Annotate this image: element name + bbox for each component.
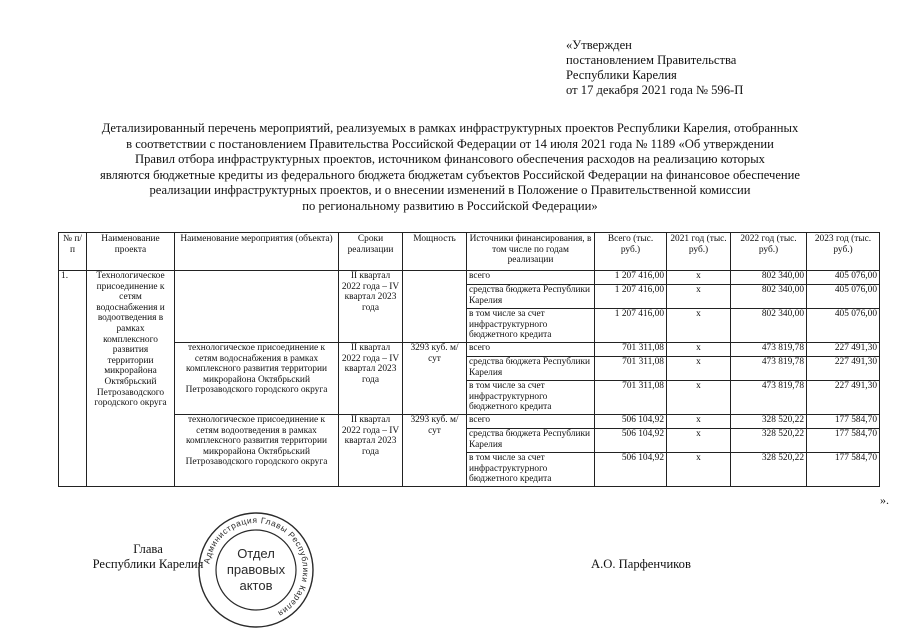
y2023-cell: 177 584,70: [807, 415, 880, 429]
stamp-line-1: Отдел: [237, 546, 275, 561]
stamp-line-3: актов: [239, 578, 273, 593]
y2022-cell: 473 819,78: [731, 357, 807, 381]
y2021-cell: x: [667, 309, 731, 343]
measure-name: технологическое присоединение к сетям водоснабжения в рамках комплексного развития территории микрорайона Октябрьский Петрозаводского городского округа: [175, 343, 339, 415]
table-row: [59, 343, 880, 357]
total-cell: 506 104,92: [595, 429, 667, 453]
title-line: по региональному развитию в Российской Федерации»: [302, 198, 598, 213]
table-row: [59, 271, 880, 285]
title-line: Детализированный перечень мероприятий, реализуемых в рамках инфраструктурных проектов Республики Карелия, отобранных: [101, 121, 799, 135]
approval-line-1: «Утвержден: [566, 38, 632, 52]
y2021-cell: x: [667, 271, 731, 285]
stamp-ring-text: Администрация Главы Республики Карелия: [201, 514, 312, 620]
title-line: реализации инфраструктурных проектов, и о внесении изменений в Положение о Правительственной комиссии: [149, 183, 751, 198]
project-name: Технологическое присоединение к сетям водоснабжения и водоотведения в рамках комплексного развития территории микрорайона Октябрьский Петрозаводского городского округа: [87, 271, 175, 487]
y2022-cell: 328 520,22: [731, 415, 807, 429]
y2022-cell: 802 340,00: [731, 309, 807, 343]
y2022-cell: 328 520,22: [731, 429, 807, 453]
y2021-cell: x: [667, 429, 731, 453]
title-line: в соответствии с постановлением Правительства Российской Федерации от 14 июля 2021 года № 1189 «Об утверждении: [126, 136, 774, 151]
header-num: № п/п: [59, 233, 87, 271]
header-2022: 2022 год (тыс. руб.): [731, 233, 807, 271]
official-stamp: [196, 510, 316, 630]
source-cell: всего: [467, 343, 595, 357]
measure-capacity: 3293 куб. м/сут: [403, 343, 467, 415]
y2023-cell: 177 584,70: [807, 429, 880, 453]
y2022-cell: 473 819,78: [731, 381, 807, 415]
title-line: являются бюджетные кредиты из федерального бюджета бюджетам субъектов Российской Федерации на финансовое обеспечение: [99, 167, 800, 182]
header-project: Наименование проекта: [87, 233, 175, 271]
y2022-cell: 802 340,00: [731, 285, 807, 309]
y2023-cell: 177 584,70: [807, 453, 880, 487]
header-measure: Наименование мероприятия (объекта): [175, 233, 339, 271]
total-cell: 1 207 416,00: [595, 285, 667, 309]
source-cell: всего: [467, 415, 595, 429]
measure-capacity: 3293 куб. м/сут: [403, 415, 467, 487]
approval-line-4: от 17 декабря 2021 года № 596-П: [566, 83, 744, 97]
source-cell: средства бюджета Республики Карелия: [467, 285, 595, 309]
stamp-line-2: правовых: [226, 562, 286, 577]
y2022-cell: 802 340,00: [731, 271, 807, 285]
y2023-cell: 405 076,00: [807, 271, 880, 285]
total-cell: 1 207 416,00: [595, 309, 667, 343]
header-2021: 2021 год (тыс. руб.): [667, 233, 731, 271]
source-cell: в том числе за счет инфраструктурного бюджетного кредита: [467, 381, 595, 415]
y2021-cell: x: [667, 415, 731, 429]
header-sources: Источники финансирования, в том числе по годам реализации: [467, 233, 595, 271]
header-2023: 2023 год (тыс. руб.): [807, 233, 880, 271]
project-num: 1.: [59, 271, 87, 487]
y2021-cell: x: [667, 357, 731, 381]
y2021-cell: x: [667, 381, 731, 415]
y2023-cell: 227 491,30: [807, 343, 880, 357]
table-row: [59, 415, 880, 429]
source-cell: всего: [467, 271, 595, 285]
total-cell: 506 104,92: [595, 415, 667, 429]
project-measure-empty: [175, 271, 339, 343]
measures-table: [58, 232, 880, 487]
header-period: Сроки реализации: [339, 233, 403, 271]
approval-line-3: Республики Карелия: [566, 68, 677, 82]
y2021-cell: x: [667, 285, 731, 309]
total-cell: 701 311,08: [595, 381, 667, 415]
y2023-cell: 405 076,00: [807, 309, 880, 343]
approval-line-2: постановлением Правительства: [566, 53, 737, 67]
y2023-cell: 227 491,30: [807, 381, 880, 415]
source-cell: средства бюджета Республики Карелия: [467, 429, 595, 453]
y2022-cell: 473 819,78: [731, 343, 807, 357]
measure-period: II квартал 2022 года – IV квартал 2023 года: [339, 415, 403, 487]
measure-name: технологическое присоединение к сетям водоотведения в рамках комплексного развития территории микрорайона Октябрьский Петрозаводского городского округа: [175, 415, 339, 487]
source-cell: средства бюджета Республики Карелия: [467, 357, 595, 381]
total-cell: 506 104,92: [595, 453, 667, 487]
signatory-name: А.О. Парфенчиков: [591, 557, 691, 571]
total-cell: 701 311,08: [595, 343, 667, 357]
table-header-row: [59, 233, 880, 271]
project-period: II квартал 2022 года – IV квартал 2023 года: [339, 271, 403, 343]
y2023-cell: 405 076,00: [807, 285, 880, 309]
source-cell: в том числе за счет инфраструктурного бюджетного кредита: [467, 309, 595, 343]
header-capacity: Мощность: [403, 233, 467, 271]
source-cell: в том числе за счет инфраструктурного бюджетного кредита: [467, 453, 595, 487]
header-total: Всего (тыс. руб.): [595, 233, 667, 271]
total-cell: 1 207 416,00: [595, 271, 667, 285]
y2023-cell: 227 491,30: [807, 357, 880, 381]
approval-block: [566, 38, 886, 98]
project-capacity-empty: [403, 271, 467, 343]
position-line-1: Глава: [133, 542, 163, 556]
document-title: [40, 121, 860, 215]
y2021-cell: x: [667, 453, 731, 487]
position-line-2: Республики Карелия: [92, 557, 204, 571]
measure-period: II квартал 2022 года – IV квартал 2023 года: [339, 343, 403, 415]
title-line: Правил отбора инфраструктурных проектов, источником финансового обеспечения расходов на реализацию которых: [135, 152, 765, 167]
y2021-cell: x: [667, 343, 731, 357]
y2022-cell: 328 520,22: [731, 453, 807, 487]
total-cell: 701 311,08: [595, 357, 667, 381]
closing-quote: ».: [880, 493, 889, 507]
